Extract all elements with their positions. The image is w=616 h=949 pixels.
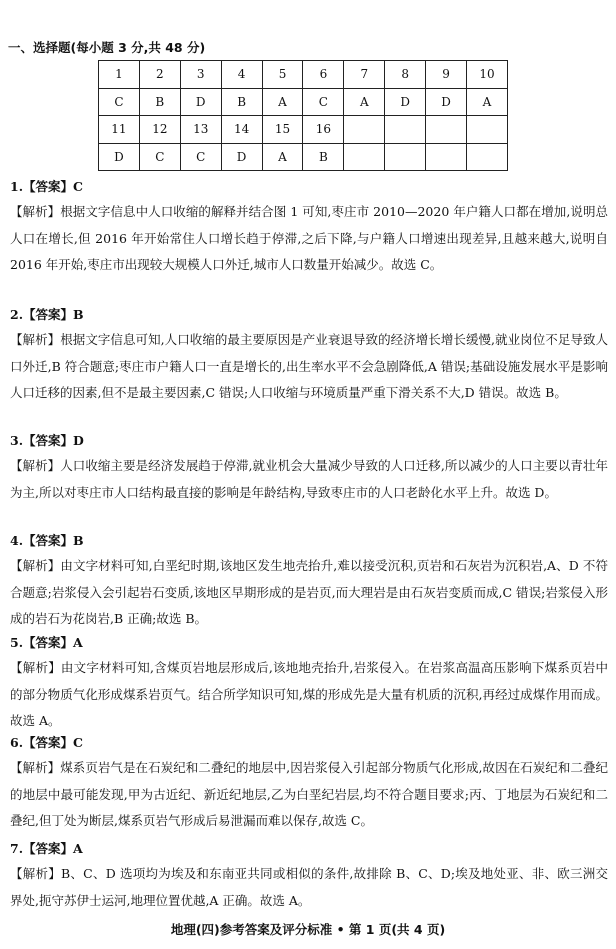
question-number-cell: 3 xyxy=(180,61,221,89)
question-number-cell: 11 xyxy=(99,116,140,144)
question-number-cell: 5 xyxy=(262,61,303,89)
answer-table-row xyxy=(99,61,508,89)
question-number-cell xyxy=(385,116,426,144)
answer-cell: A xyxy=(467,88,508,116)
question-1 xyxy=(10,178,608,279)
answer-cell: D xyxy=(385,88,426,116)
answer-table-row xyxy=(99,143,508,171)
analysis-text: 【解析】由文字材料可知,含煤页岩地层形成后,该地地壳抬升,岩浆侵入。在岩浆高温高压影响下煤系页岩中的部分物质气化形成煤系岩页气。结合所学知识可知,煤的形成先是大量有机质的沉积,再经过成煤作用而成。故选 A。 xyxy=(10,660,608,728)
question-number-cell: 12 xyxy=(139,116,180,144)
answer-cell xyxy=(426,143,467,171)
answer-table-row xyxy=(99,116,508,144)
answer-cell: C xyxy=(303,88,344,116)
question-5 xyxy=(10,634,608,735)
answer-cell: B xyxy=(303,143,344,171)
answer-cell: D xyxy=(180,88,221,116)
question-7 xyxy=(10,840,608,914)
question-3 xyxy=(10,432,608,506)
question-number-cell: 9 xyxy=(426,61,467,89)
answer-line: 1.【答案】C xyxy=(10,179,83,194)
answer-cell: A xyxy=(262,143,303,171)
question-2 xyxy=(10,306,608,407)
answer-cell: D xyxy=(99,143,140,171)
question-number-cell: 2 xyxy=(139,61,180,89)
answer-line: 5.【答案】A xyxy=(10,635,83,650)
answer-line: 6.【答案】C xyxy=(10,735,83,750)
answer-cell: D xyxy=(221,143,262,171)
analysis-text: 【解析】B、C、D 选项均为埃及和东南亚共同或相似的条件,故排除 B、C、D;埃及地处亚、非、欧三洲交界处,扼守苏伊士运河,地理位置优越,A 正确。故选 A。 xyxy=(10,866,608,908)
answer-cell: A xyxy=(344,88,385,116)
question-number-cell: 4 xyxy=(221,61,262,89)
question-number-cell: 8 xyxy=(385,61,426,89)
question-4 xyxy=(10,532,608,633)
answer-cell: B xyxy=(139,88,180,116)
answer-line: 4.【答案】B xyxy=(10,533,84,548)
question-6 xyxy=(10,734,608,835)
answer-cell: C xyxy=(139,143,180,171)
analysis-text: 【解析】根据文字信息可知,人口收缩的最主要原因是产业衰退导致的经济增长增长缓慢,就业岗位不足导致人口外迁,B 符合题意;枣庄市户籍人口一直是增长的,出生率水平不会急剧降低,A 错误;基础设施发展水平是影响人口迁移的因素,但不是最主要因素,C 错误;人口收缩与环境质量严重下滑关系不大,D 错误。故选 B。 xyxy=(10,332,608,400)
answer-table xyxy=(98,60,508,171)
answer-cell: D xyxy=(426,88,467,116)
answer-line: 7.【答案】A xyxy=(10,841,83,856)
answer-line: 2.【答案】B xyxy=(10,307,84,322)
page-footer: 地理(四)参考答案及评分标准 • 第 1 页(共 4 页) xyxy=(170,922,446,937)
answer-line: 3.【答案】D xyxy=(10,433,84,448)
answer-cell xyxy=(385,143,426,171)
question-number-cell xyxy=(344,116,385,144)
question-number-cell: 10 xyxy=(467,61,508,89)
answer-cell: C xyxy=(180,143,221,171)
analysis-text: 【解析】人口收缩主要是经济发展趋于停滞,就业机会大量减少导致的人口迁移,所以减少的人口主要以青壮年为主,所以对枣庄市人口结构最直接的影响是年龄结构,导致枣庄市的人口老龄化水平上升。故选 D。 xyxy=(10,458,608,500)
answer-cell: A xyxy=(262,88,303,116)
answer-cell xyxy=(344,143,385,171)
question-number-cell xyxy=(467,116,508,144)
answer-table-row xyxy=(99,88,508,116)
question-number-cell: 13 xyxy=(180,116,221,144)
answer-cell: B xyxy=(221,88,262,116)
analysis-text: 【解析】煤系页岩气是在石炭纪和二叠纪的地层中,因岩浆侵入引起部分物质气化形成,故因在石炭纪和二叠纪的地层中最可能发现,甲为古近纪、新近纪地层,乙为白垩纪岩层,均不符合题目要求;丙、丁地层为石炭纪和二叠纪,但丁处为断层,煤系页岩气形成后易泄漏而难以保存,故选 C。 xyxy=(10,760,608,828)
answer-cell xyxy=(467,143,508,171)
question-number-cell: 14 xyxy=(221,116,262,144)
question-number-cell: 15 xyxy=(262,116,303,144)
question-number-cell: 16 xyxy=(303,116,344,144)
section-title: 一、选择题(每小题 3 分,共 48 分) xyxy=(8,40,206,55)
analysis-text: 【解析】根据文字信息中人口收缩的解释并结合图 1 可知,枣庄市 2010—2020 年户籍人口都在增加,说明总人口在增长,但 2016 年开始常住人口增长趋于停滞,之后下降,与户籍人口增速出现差异,且越来越大,说明自 2016 年开始,枣庄市出现较大规模人口外迁,城市人口数量开始减少。故选 C。 xyxy=(10,204,608,272)
answer-cell: C xyxy=(99,88,140,116)
question-number-cell: 6 xyxy=(303,61,344,89)
question-number-cell xyxy=(426,116,467,144)
question-number-cell: 7 xyxy=(344,61,385,89)
analysis-text: 【解析】由文字材料可知,白垩纪时期,该地区发生地壳抬升,难以接受沉积,页岩和石灰岩为沉积岩,A、D 不符合题意;岩浆侵入会引起岩石变质,该地区早期形成的是岩页,而大理岩是由石灰岩变质而成,C 错误;岩浆侵入形成的岩石为花岗岩,B 正确;故选 B。 xyxy=(10,558,608,626)
question-number-cell: 1 xyxy=(99,61,140,89)
